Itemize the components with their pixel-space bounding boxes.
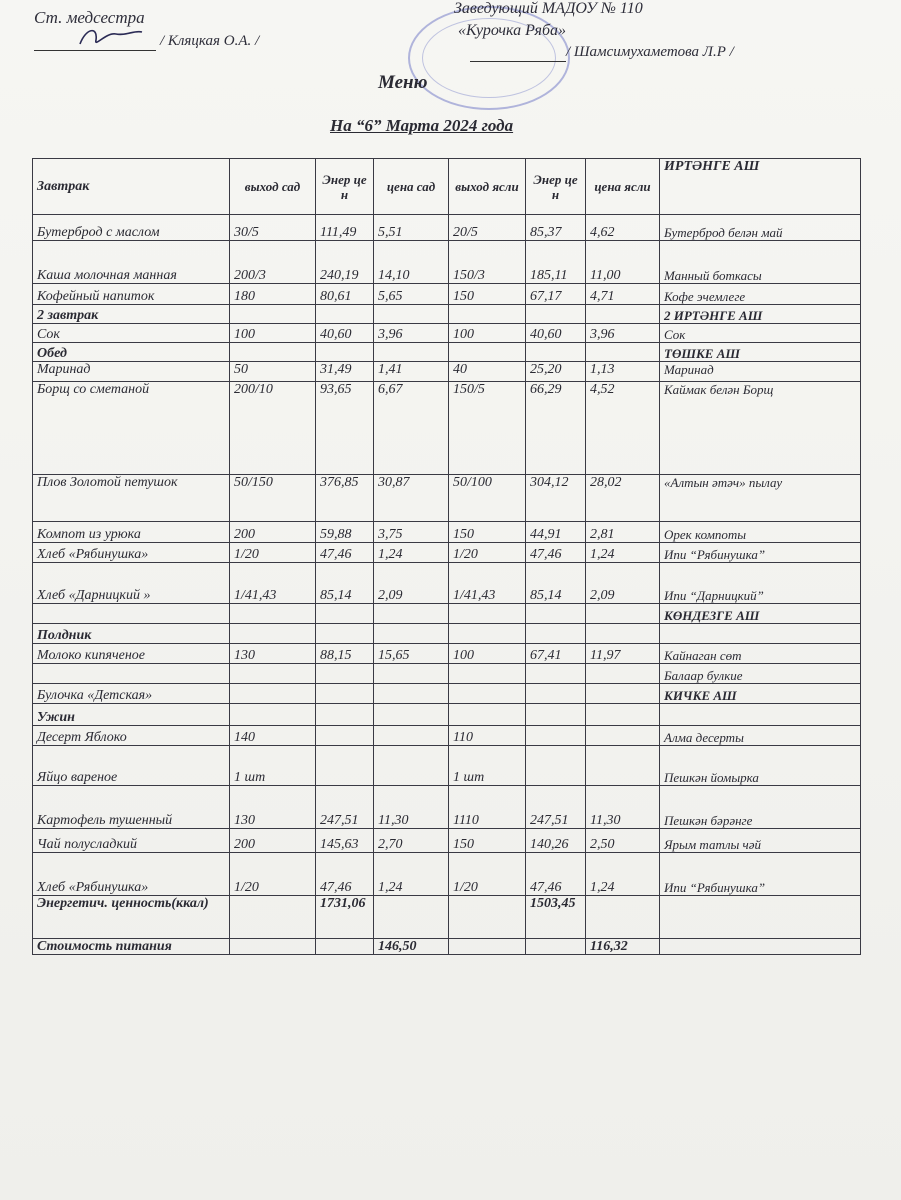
table-cell: 88,15 (316, 644, 374, 664)
table-cell (660, 939, 861, 955)
table-cell: ТӨШКЕ АШ (660, 343, 861, 362)
table-cell: 40 (449, 362, 526, 382)
table-cell: 31,49 (316, 362, 374, 382)
table-cell: Хлеб «Дарницкий » (33, 563, 230, 604)
table-cell (449, 624, 526, 644)
table-cell: 116,32 (586, 939, 660, 955)
table-cell: Ипи “Рябинушка” (660, 543, 861, 563)
table-cell (586, 746, 660, 786)
table-header-cell: Энер цен (316, 159, 374, 215)
table-header-cell: Завтрак (33, 159, 230, 215)
table-row (33, 215, 861, 241)
table-cell: Ипи “Дарницкий” (660, 563, 861, 604)
table-row (33, 644, 861, 664)
nurse-signature (76, 22, 146, 52)
table-cell: 50/150 (230, 475, 316, 522)
table-cell (374, 305, 449, 324)
table-cell (374, 343, 449, 362)
table-cell (230, 939, 316, 955)
table-header-cell: цена ясли (586, 159, 660, 215)
table-cell: 66,29 (526, 382, 586, 475)
table-cell (526, 664, 586, 684)
table-row (33, 305, 861, 324)
table-row (33, 704, 861, 726)
table-cell: 150 (449, 522, 526, 543)
table-cell: 200 (230, 522, 316, 543)
table-cell: Стоимость питания (33, 939, 230, 955)
table-row (33, 853, 861, 896)
table-cell (374, 726, 449, 746)
table-cell (526, 305, 586, 324)
table-row (33, 604, 861, 624)
table-row (33, 522, 861, 543)
table-cell: 47,46 (526, 853, 586, 896)
table-cell (230, 604, 316, 624)
table-cell: 146,50 (374, 939, 449, 955)
table-cell: Хлеб «Рябинушка» (33, 853, 230, 896)
table-cell (316, 704, 374, 726)
table-cell: 1/20 (449, 543, 526, 563)
table-cell (230, 896, 316, 939)
table-header-cell: выход сад (230, 159, 316, 215)
table-cell: 93,65 (316, 382, 374, 475)
table-cell: Пешкән йомырка (660, 746, 861, 786)
table-cell: 150 (449, 284, 526, 305)
table-cell: 50/100 (449, 475, 526, 522)
table-cell: 11,30 (586, 786, 660, 829)
table-row (33, 284, 861, 305)
table-cell: Яйцо вареное (33, 746, 230, 786)
table-cell: 4,71 (586, 284, 660, 305)
table-cell: Картофель тушенный (33, 786, 230, 829)
table-cell: 25,20 (526, 362, 586, 382)
table-cell: 1,13 (586, 362, 660, 382)
table-cell (660, 624, 861, 644)
table-header-cell: цена сад (374, 159, 449, 215)
table-cell: Хлеб «Рябинушка» (33, 543, 230, 563)
table-cell: Сок (660, 324, 861, 343)
table-cell: 111,49 (316, 215, 374, 241)
table-cell (230, 343, 316, 362)
table-cell (526, 746, 586, 786)
table-cell (449, 305, 526, 324)
table-cell: 140,26 (526, 829, 586, 853)
table-cell (374, 664, 449, 684)
table-cell: 150/3 (449, 241, 526, 284)
table-cell (526, 684, 586, 704)
menu-date: На “6” Марта 2024 года (330, 116, 514, 135)
table-cell: 1,24 (374, 543, 449, 563)
table-cell: Кофейный напиток (33, 284, 230, 305)
table-cell (586, 664, 660, 684)
table-cell: 59,88 (316, 522, 374, 543)
table-cell: КӨНДЕЗГЕ АШ (660, 604, 861, 624)
table-cell: 1503,45 (526, 896, 586, 939)
table-cell: 304,12 (526, 475, 586, 522)
table-cell (374, 704, 449, 726)
table-cell (526, 604, 586, 624)
table-cell (316, 343, 374, 362)
table-cell (33, 664, 230, 684)
nurse-title: Ст. медсестра (34, 8, 145, 27)
table-cell: 1110 (449, 786, 526, 829)
table-cell (526, 704, 586, 726)
table-cell: 50 (230, 362, 316, 382)
nurse-name: / Кляцкая О.А. / (160, 33, 260, 49)
table-header-cell: Энер цен (526, 159, 586, 215)
table-cell: Маринад (660, 362, 861, 382)
table-cell (586, 684, 660, 704)
table-row (33, 829, 861, 853)
table-row (33, 241, 861, 284)
table-cell: 67,17 (526, 284, 586, 305)
table-cell: 247,51 (526, 786, 586, 829)
table-cell: 30,87 (374, 475, 449, 522)
table-cell: 11,30 (374, 786, 449, 829)
menu-table (32, 158, 861, 955)
table-cell: 11,00 (586, 241, 660, 284)
table-cell: 1,24 (374, 853, 449, 896)
page-title: Меню (378, 72, 428, 93)
table-cell: 1/41,43 (230, 563, 316, 604)
head-signature-line (470, 61, 566, 62)
table-cell (586, 896, 660, 939)
table-cell: 2,50 (586, 829, 660, 853)
table-cell (526, 726, 586, 746)
table-cell: 2,09 (374, 563, 449, 604)
table-cell: Плов Золотой петушок (33, 475, 230, 522)
table-cell: 1,24 (586, 853, 660, 896)
table-cell (316, 604, 374, 624)
table-cell: 4,62 (586, 215, 660, 241)
table-cell (316, 305, 374, 324)
table-cell: Десерт Яблоко (33, 726, 230, 746)
table-cell (374, 624, 449, 644)
table-cell: 44,91 (526, 522, 586, 543)
table-cell (316, 624, 374, 644)
table-cell (230, 704, 316, 726)
table-header-cell: ИРТӘНГЕ АШ (660, 159, 861, 215)
table-cell (449, 664, 526, 684)
table-row (33, 684, 861, 704)
table-cell: 1 шт (230, 746, 316, 786)
table-cell: «Алтын әтәч» пылау (660, 475, 861, 522)
table-cell (33, 604, 230, 624)
table-cell: КИЧКЕ АШ (660, 684, 861, 704)
table-cell: 85,37 (526, 215, 586, 241)
table-cell: 150 (449, 829, 526, 853)
table-row (33, 343, 861, 362)
table-cell: Борщ со сметаной (33, 382, 230, 475)
table-cell: 1,24 (586, 543, 660, 563)
table-cell: 6,67 (374, 382, 449, 475)
table-cell: 14,10 (374, 241, 449, 284)
table-cell (526, 939, 586, 955)
table-cell: Молоко кипяченое (33, 644, 230, 664)
table-cell: 200/10 (230, 382, 316, 475)
table-cell: 140 (230, 726, 316, 746)
table-cell (449, 604, 526, 624)
table-cell: 85,14 (316, 563, 374, 604)
table-cell: 1731,06 (316, 896, 374, 939)
table-cell: 28,02 (586, 475, 660, 522)
table-cell: 200/3 (230, 241, 316, 284)
table-cell: 47,46 (316, 543, 374, 563)
table-row (33, 324, 861, 343)
table-cell (586, 305, 660, 324)
table-cell: 150/5 (449, 382, 526, 475)
table-row (33, 624, 861, 644)
table-cell (586, 604, 660, 624)
table-cell: 1/20 (230, 543, 316, 563)
table-cell: 2,81 (586, 522, 660, 543)
table-cell (230, 305, 316, 324)
table-cell (230, 684, 316, 704)
table-cell: 30/5 (230, 215, 316, 241)
table-cell: 200 (230, 829, 316, 853)
table-cell: 2 завтрак (33, 305, 230, 324)
table-cell (230, 664, 316, 684)
table-cell: 3,96 (374, 324, 449, 343)
table-cell: Бутерброд с маслом (33, 215, 230, 241)
table-cell (660, 896, 861, 939)
table-cell (316, 746, 374, 786)
table-cell (374, 746, 449, 786)
table-cell: 130 (230, 786, 316, 829)
table-cell: 1 шт (449, 746, 526, 786)
table-cell: 47,46 (526, 543, 586, 563)
table-cell: 100 (230, 324, 316, 343)
table-cell: Пешкән бәрәнге (660, 786, 861, 829)
table-cell: Булочка «Детская» (33, 684, 230, 704)
table-cell: 80,61 (316, 284, 374, 305)
head-name: / Шамсимухаметова Л.Р / (566, 44, 734, 60)
table-cell: 1/20 (230, 853, 316, 896)
head-title: Заведующий МАДОУ № 110 (454, 0, 643, 17)
table-row (33, 896, 861, 939)
table-cell: Обед (33, 343, 230, 362)
table-cell: Бутерброд белән май (660, 215, 861, 241)
table-row (33, 362, 861, 382)
table-cell: 3,96 (586, 324, 660, 343)
table-cell: 5,65 (374, 284, 449, 305)
table-cell: Компот из урюка (33, 522, 230, 543)
table-row (33, 543, 861, 563)
table-cell: 1/20 (449, 853, 526, 896)
table-cell: Полдник (33, 624, 230, 644)
table-cell: 110 (449, 726, 526, 746)
table-cell: Маринад (33, 362, 230, 382)
table-cell: 4,52 (586, 382, 660, 475)
table-cell (449, 684, 526, 704)
table-cell: 3,75 (374, 522, 449, 543)
table-cell: Каймак белән Борщ (660, 382, 861, 475)
table-cell: Сок (33, 324, 230, 343)
table-cell: 1,41 (374, 362, 449, 382)
table-cell: 247,51 (316, 786, 374, 829)
table-cell: 67,41 (526, 644, 586, 664)
table-cell: Ипи “Рябинушка” (660, 853, 861, 896)
table-cell: 180 (230, 284, 316, 305)
table-cell: Чай полусладкий (33, 829, 230, 853)
table-cell (586, 704, 660, 726)
table-cell (316, 939, 374, 955)
table-cell: 47,46 (316, 853, 374, 896)
table-row (33, 664, 861, 684)
table-cell: 1/41,43 (449, 563, 526, 604)
table-cell: 2 ИРТӘНГЕ АШ (660, 305, 861, 324)
table-cell (316, 664, 374, 684)
table-cell: Манный боткасы (660, 241, 861, 284)
table-cell: 240,19 (316, 241, 374, 284)
table-cell: 145,63 (316, 829, 374, 853)
table-row (33, 475, 861, 522)
table-cell: Энергетич. ценность(ккал) (33, 896, 230, 939)
table-cell: Ужин (33, 704, 230, 726)
kindergarten-name: «Курочка Ряба» (458, 22, 566, 39)
table-cell (586, 726, 660, 746)
table-cell (374, 604, 449, 624)
table-cell: 100 (449, 644, 526, 664)
table-cell (526, 343, 586, 362)
table-cell (374, 684, 449, 704)
table-cell (449, 896, 526, 939)
table-cell (449, 343, 526, 362)
table-cell (316, 726, 374, 746)
table-cell: 40,60 (316, 324, 374, 343)
table-cell (586, 343, 660, 362)
table-cell: Балаар булкие (660, 664, 861, 684)
table-cell (230, 624, 316, 644)
table-cell: 130 (230, 644, 316, 664)
table-cell (449, 704, 526, 726)
table-cell: Кайнаган сөт (660, 644, 861, 664)
table-header-row (33, 159, 861, 215)
table-cell: 20/5 (449, 215, 526, 241)
table-row (33, 786, 861, 829)
table-cell: 2,70 (374, 829, 449, 853)
table-cell (374, 896, 449, 939)
table-row (33, 563, 861, 604)
table-cell: Кофе эчемлеге (660, 284, 861, 305)
table-row (33, 382, 861, 475)
table-cell (586, 624, 660, 644)
table-cell: Орек компоты (660, 522, 861, 543)
table-cell: Алма десерты (660, 726, 861, 746)
table-cell: 2,09 (586, 563, 660, 604)
table-cell: Ярым татлы чәй (660, 829, 861, 853)
table-cell: 40,60 (526, 324, 586, 343)
table-cell: 376,85 (316, 475, 374, 522)
table-cell: 85,14 (526, 563, 586, 604)
table-cell (316, 684, 374, 704)
table-cell (449, 939, 526, 955)
table-cell: 185,11 (526, 241, 586, 284)
table-cell (660, 704, 861, 726)
table-row (33, 726, 861, 746)
table-cell (526, 624, 586, 644)
table-header-cell: выход ясли (449, 159, 526, 215)
table-cell: 15,65 (374, 644, 449, 664)
table-cell: 5,51 (374, 215, 449, 241)
table-cell: 100 (449, 324, 526, 343)
table-cell: Каша молочная манная (33, 241, 230, 284)
table-cell: 11,97 (586, 644, 660, 664)
table-row (33, 939, 861, 955)
table-row (33, 746, 861, 786)
